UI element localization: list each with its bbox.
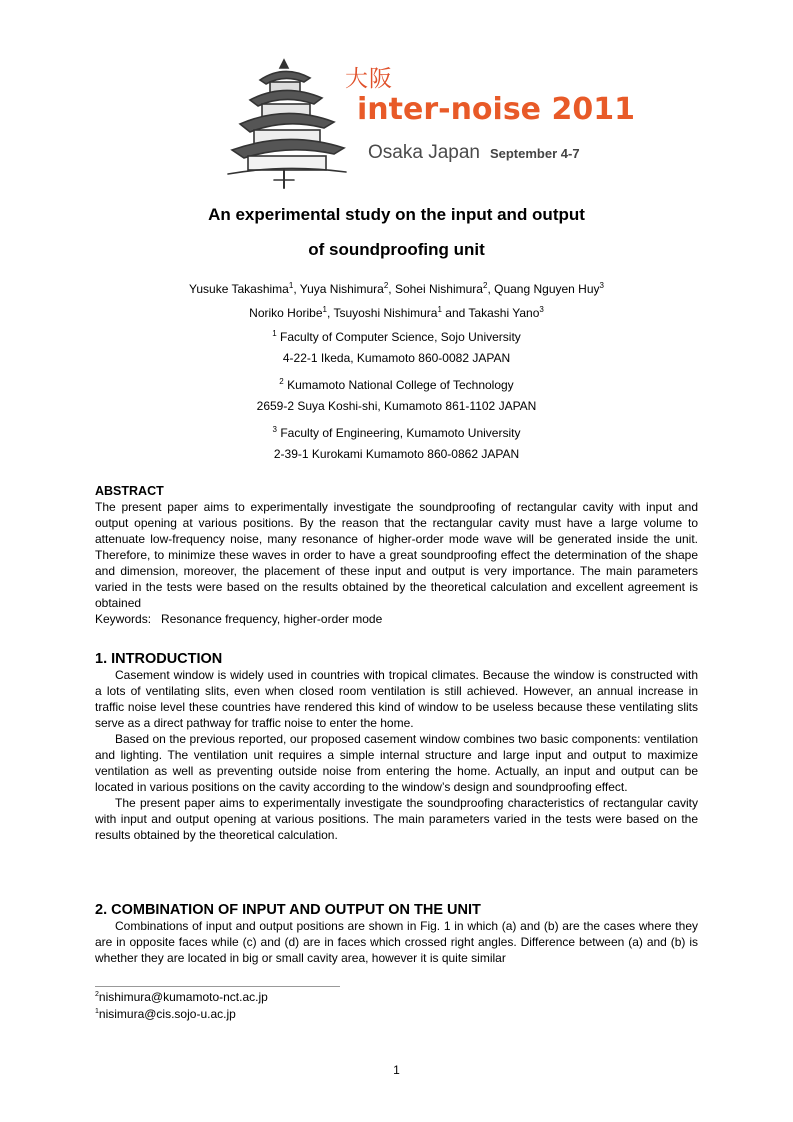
conference-dates: September 4-7	[489, 146, 580, 161]
section1-heading: 1. INTRODUCTION	[95, 651, 223, 667]
footnote-divider	[95, 986, 340, 987]
location-text: Osaka Japan	[368, 142, 480, 163]
affiliation-1: $^1$ Faculty of Computer Science, Sojo University	[272, 329, 521, 344]
authors-line1: Yusuke Takashima$^1$, Yuya Nishimura$^2$, Sohei Nishimura$^2$, Quang Nguyen Huy$^3$	[189, 281, 604, 296]
authors-line2: Noriko Horibe$^1$, Tsuyoshi Nishimura$^1$ and Takashi Yano$^3$	[249, 305, 544, 320]
section2-heading: 2. COMBINATION OF INPUT AND OUTPUT ON THE UNIT	[95, 902, 481, 918]
intro-paragraph-3: The present paper aims to experimentally investigate the soundproofing characteristics of rectangular cavity with input and output opening at various positions. The main parameters varied in the tests were based on the results obtained by the theoretical calculation.	[95, 796, 698, 842]
intro-paragraph-2: Based on the previous reported, our proposed casement window combines two basic components: ventilation and lighting. The ventilation unit requires a simple internal structure and large input and output to maximize ventilation as well as preventing outside noise from entering the home. Actually, an input and output can be located in various positions on the cavity according to the window’s design and soundproofing effect.	[95, 732, 698, 794]
introduction-section	[95, 651, 698, 843]
section2-paragraph: Combinations of input and output positions are shown in Fig. 1 in which (a) and (b) are the cases where they are in opposite faces while (c) and (d) are in faces which crossed right angles. Difference between (a) and (b) is whether they are located in big or small cavity area, however it is quite similar	[95, 919, 698, 965]
affiliation-2-address: 2659-2 Suya Koshi-shi, Kumamoto 861-1102 JAPAN	[256, 399, 537, 413]
abstract-section	[95, 483, 698, 627]
affiliation-3: $^3$ Faculty of Engineering, Kumamoto University	[272, 425, 521, 440]
keywords	[95, 611, 698, 627]
osaka-castle-icon	[214, 52, 354, 192]
abstract-heading: ABSTRACT	[95, 484, 164, 498]
affiliation-1-address: 4-22-1 Ikeda, Kumamoto 860-0082 JAPAN	[282, 351, 511, 365]
paper-title-line2: of soundproofing unit	[308, 240, 485, 259]
paper-title-line1: An experimental study on the input and output	[208, 205, 585, 224]
footnote-2: $^2$nishimura@kumamoto-nct.ac.jp	[95, 990, 268, 1004]
conference-location	[368, 142, 580, 164]
abstract-text: The present paper aims to experimentally investigate the soundproofing of rectangular cavity with input and output opening at various positions. By the reason that the rectangular cavity must have a large volume to attenuate low-frequency noise, many resonance of higher-order mode wave will be generated inside the unit. Therefore, to minimize these waves in order to have a great soundproofing effect the determination of the shape and dimension, moreover, the placement of these input and output is very importance. The main parameters varied in the tests were based on the results obtained by the theoretical calculation and excellent agreement is obtained	[95, 500, 698, 610]
affiliation-3-address: 2-39-1 Kurokami Kumamoto 860-0862 JAPAN	[273, 447, 520, 461]
combination-section	[95, 902, 698, 966]
footnote-1: $^1$nisimura@cis.sojo-u.ac.jp	[95, 1007, 236, 1021]
page-number: 1	[393, 1063, 400, 1077]
keywords-label: Keywords:	[95, 612, 152, 626]
conference-brand: inter-noise 2011	[357, 92, 635, 127]
keywords-text: Resonance frequency, higher-order mode	[161, 612, 383, 626]
intro-paragraph-1: Casement window is widely used in countries with tropical climates. Because the window is constructed with a lots of ventilating slits, even when closed room ventilation is still achieved. However, an annual increase in traffic noise level these countries have rendered this kind of window to be useless because these ventilating slits serve as a direct pathway for traffic noise to enter the home.	[95, 668, 698, 730]
affiliation-2: $^2$ Kumamoto National College of Technology	[279, 377, 514, 392]
osaka-kanji: 大阪	[345, 66, 393, 92]
